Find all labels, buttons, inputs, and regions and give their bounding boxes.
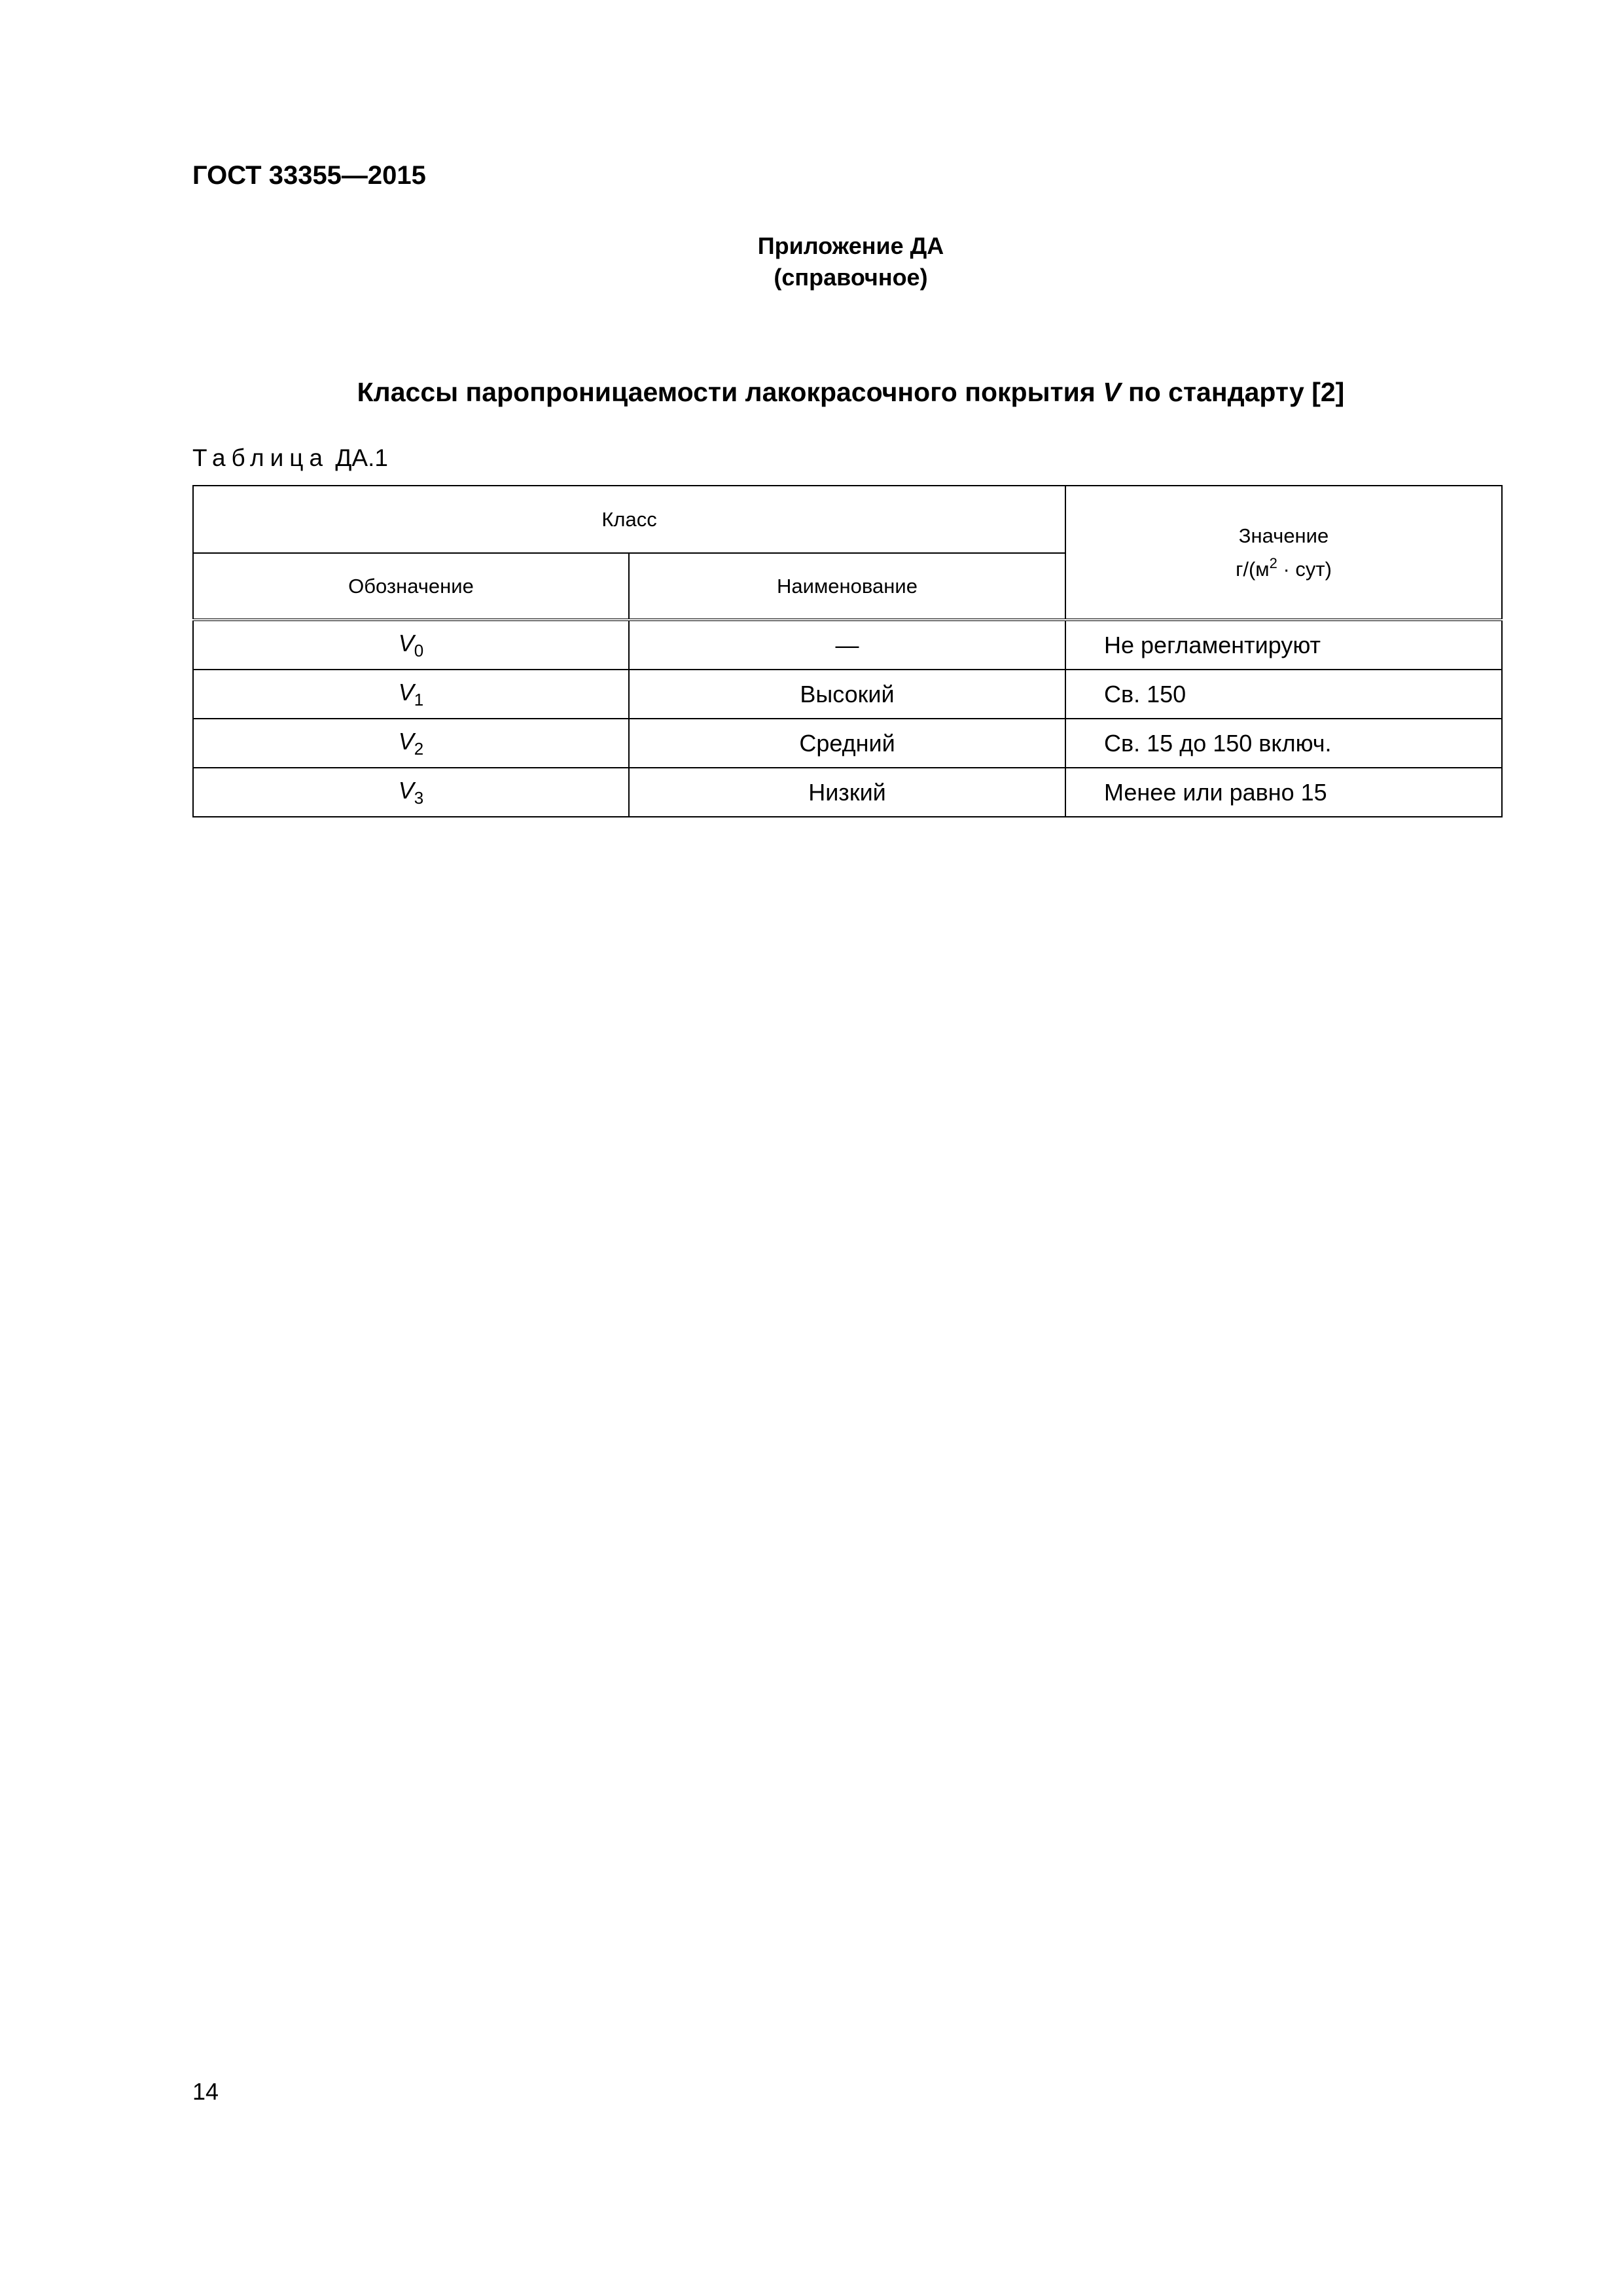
header-value-unit: $г/(м^2 \cdot сут)$ bbox=[1236, 554, 1332, 581]
header-value bbox=[1065, 486, 1502, 620]
class-value: Не регламентируют bbox=[1065, 620, 1502, 670]
class-designation: $V_1$ bbox=[193, 670, 629, 719]
page-number: 14 bbox=[192, 2078, 219, 2105]
header-name: Наименование bbox=[629, 553, 1065, 620]
heading-suffix: по стандарту [2] bbox=[1120, 377, 1345, 407]
class-value: Св. 15 до 150 включ. bbox=[1065, 719, 1502, 768]
table-caption-word: Таблица bbox=[192, 444, 329, 471]
annex-title: Приложение ДА bbox=[757, 232, 944, 259]
header-class: Класс bbox=[193, 486, 1065, 553]
class-name: — bbox=[629, 620, 1065, 670]
annex-title-block bbox=[0, 230, 1623, 293]
table-caption bbox=[192, 444, 388, 472]
class-name: Средний bbox=[629, 719, 1065, 768]
classes-table bbox=[192, 485, 1503, 817]
header-designation: Обозначение bbox=[193, 553, 629, 620]
heading-prefix: Классы паропроницаемости лакокрасочного покрытия bbox=[357, 377, 1103, 407]
class-designation: $V_2$ bbox=[193, 719, 629, 768]
class-value: Менее или равно 15 bbox=[1065, 768, 1502, 817]
table-caption-number: ДА.1 bbox=[335, 444, 388, 471]
document-code: ГОСТ 33355—2015 bbox=[192, 161, 426, 190]
header-value-label: Значение bbox=[1238, 524, 1329, 547]
class-designation: $V_3$ bbox=[193, 768, 629, 817]
table-row bbox=[193, 768, 1502, 817]
class-name: Высокий bbox=[629, 670, 1065, 719]
section-heading bbox=[0, 377, 1623, 408]
class-designation: $V_0$ bbox=[193, 620, 629, 670]
annex-type: (справочное) bbox=[774, 264, 928, 291]
class-value: Св. 150 bbox=[1065, 670, 1502, 719]
table-row bbox=[193, 719, 1502, 768]
table-row bbox=[193, 620, 1502, 670]
table-row bbox=[193, 670, 1502, 719]
heading-symbol: V bbox=[1103, 377, 1121, 407]
class-name: Низкий bbox=[629, 768, 1065, 817]
